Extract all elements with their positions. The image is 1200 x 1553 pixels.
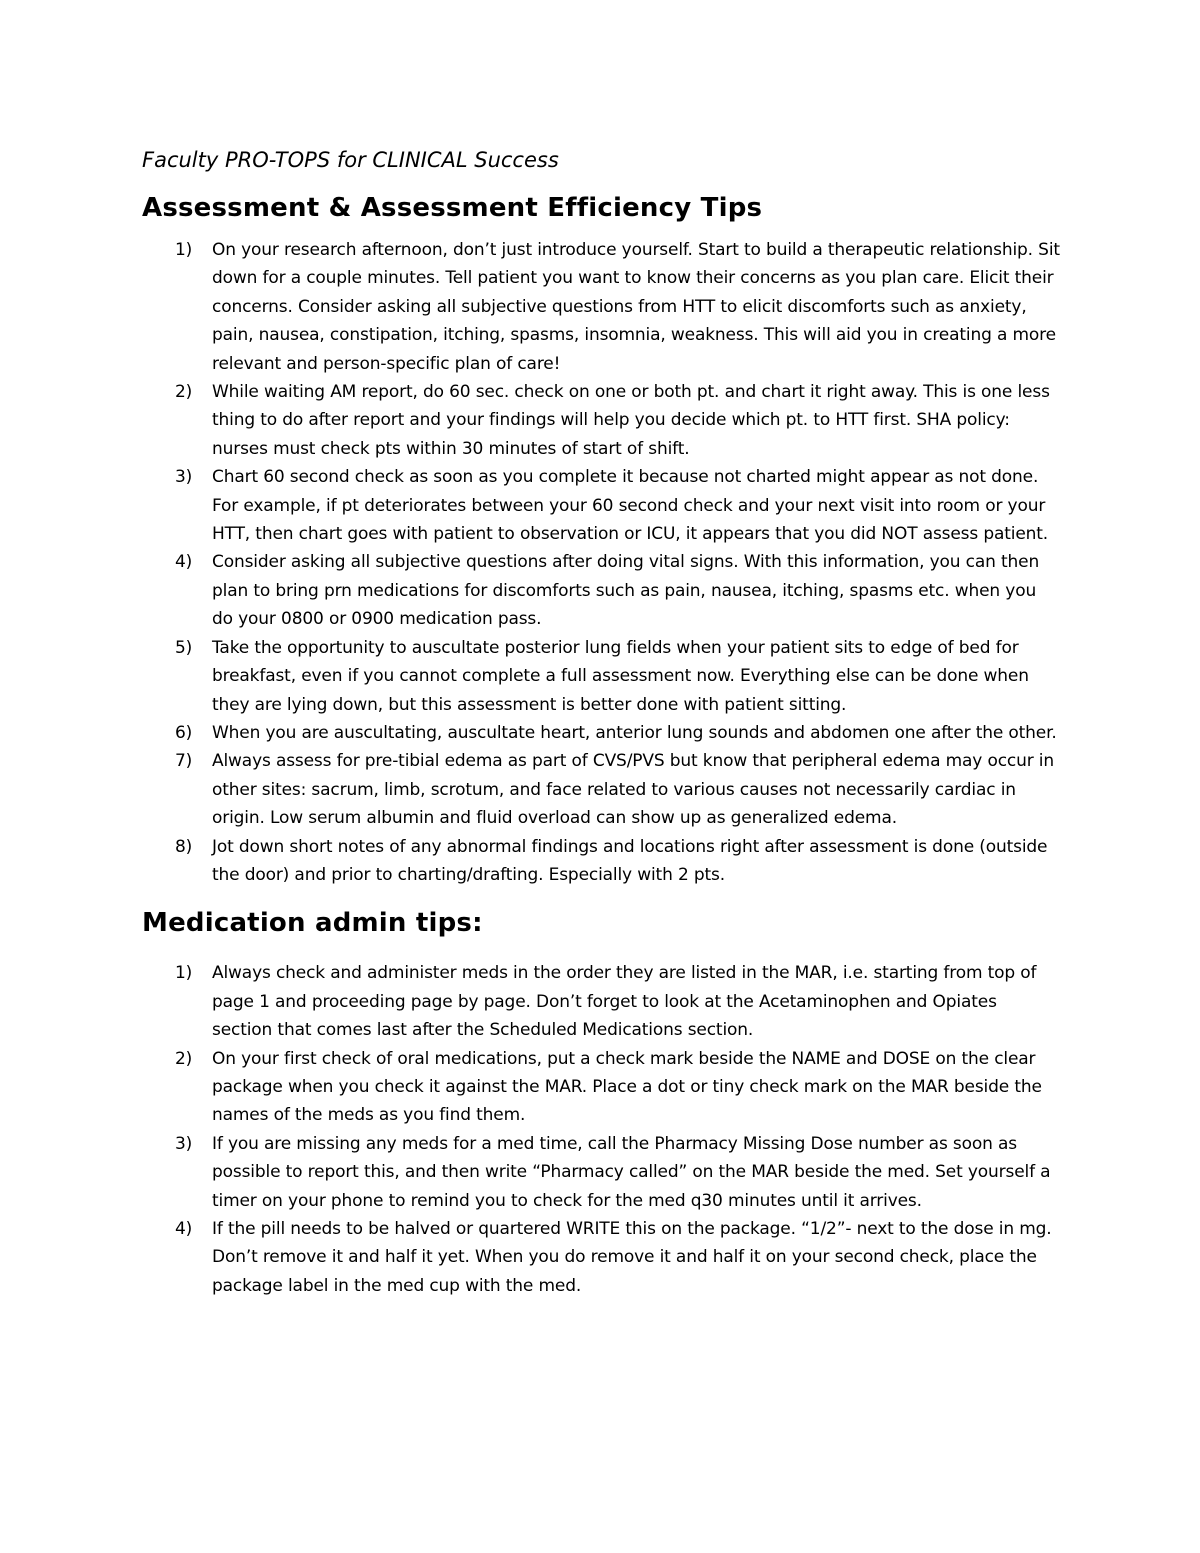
list-item-number: 2) [175, 1048, 193, 1069]
list-item [142, 1130, 1062, 1215]
list-item [142, 747, 1062, 832]
list-item-number: 4) [175, 552, 193, 573]
list-item [142, 833, 1062, 890]
list-item-number: 8) [175, 836, 193, 857]
list-item-number: 4) [175, 1219, 193, 1239]
list-item [142, 1215, 1062, 1300]
list-item [142, 378, 1062, 463]
list-item-text: Take the opportunity to auscultate posterior lung fields when your patient sits to edge of bed for breakfast, even if you cannot complete a full assessment now. Everything else can be done when they are lying down, but this assessment is better done with patient sitting. [212, 637, 1029, 715]
assessment-tips-heading: Assessment & Assessment Efficiency Tips [142, 193, 763, 223]
list-item-text: Consider asking all subjective questions after doing vital signs. With this information, you can then plan to bring prn medications for discomforts such as pain, nausea, itching, spasms etc. when you do your 0800 or 0900 medication pass. [212, 552, 1040, 630]
list-item [142, 463, 1062, 548]
list-item-number: 6) [175, 722, 193, 743]
medication-tips-heading: Medication admin tips: [142, 908, 483, 939]
list-item-number: 2) [175, 382, 193, 403]
list-item-text: Always assess for pre-tibial edema as part of CVS/PVS but know that peripheral edema may occur in other sites: sacrum, limb, scrotum, and face related to various causes not necessarily cardiac in origin. Low serum albumin and fluid overload can show up as generalized edema. [212, 751, 1054, 829]
list-item-text: While waiting AM report, do 60 sec. check on one or both pt. and chart it right away. This is one less thing to do after report and your findings will help you decide which pt. to HTT first. SHA policy: nurses must check pts within 30 minutes of start of shift. [212, 382, 1050, 459]
list-item-number: 3) [175, 1133, 193, 1154]
list-item-number: 7) [175, 751, 193, 772]
list-item [142, 719, 1062, 747]
document-page [142, 140, 1062, 1300]
list-item-text: On your research afternoon, don’t just introduce yourself. Start to build a therapeutic relationship. Sit down for a couple minutes. Tell patient you want to know their concerns as you plan care. Elicit their concerns. Consider asking all subjective questions from HTT to elicit discomforts such as anxiety, pain, nausea, constipation, itching, spasms, insomnia, weakness. This will aid you in creating a more relevant and person-specific plan of care! [212, 240, 1060, 374]
medication-tips-list [142, 959, 1062, 1300]
list-item [142, 959, 1062, 1044]
list-item-text: On your first check of oral medications, put a check mark beside the NAME and DOSE on the clear package when you check it against the MAR. Place a dot or tiny check mark on the MAR beside the names of the meds as you find them. [212, 1048, 1042, 1126]
document-subtitle: Faculty PRO-TOPS for CLINICAL Success [142, 148, 559, 172]
list-item [142, 236, 1062, 378]
list-item-text: Chart 60 second check as soon as you complete it because not charted might appear as not done. For example, if pt deteriorates between your 60 second check and your next visit into room or your HTT, then chart goes with patient to observation or ICU, it appears that you did NOT assess patient. [212, 467, 1049, 545]
list-item-number: 5) [175, 637, 193, 658]
list-item-text: If you are missing any meds for a med time, call the Pharmacy Missing Dose number as soon as possible to report this, and then write “Pharmacy called” on the MAR beside the med. Set yourself a timer on your phone to remind you to check for the med q30 minutes until it arrives. [212, 1133, 1051, 1211]
list-item-text: When you are auscultating, auscultate heart, anterior lung sounds and abdomen one after the other. [212, 722, 1057, 743]
list-item [142, 548, 1062, 633]
list-item-text: If the pill needs to be halved or quartered WRITE this on the package. “1/2”- next to the dose in mg. Don’t remove it and half it yet. When you do remove it and half it on your second check, place the package label in the med cup with the med. [212, 1219, 1052, 1296]
list-item-text: Always check and administer meds in the order they are listed in the MAR, i.e. starting from top of page 1 and proceeding page by page. Don’t forget to look at the Acetaminophen and Opiates section that comes last after the Scheduled Medications section. [212, 963, 1037, 1041]
list-item [142, 1045, 1062, 1130]
list-item [142, 634, 1062, 719]
assessment-tips-list [142, 236, 1062, 889]
list-item-text: Jot down short notes of any abnormal findings and locations right after assessment is done (outside the door) and prior to charting/drafting. Especially with 2 pts. [212, 836, 1048, 885]
list-item-number: 1) [175, 240, 193, 260]
list-item-number: 3) [175, 467, 193, 488]
list-item-number: 1) [175, 963, 193, 984]
